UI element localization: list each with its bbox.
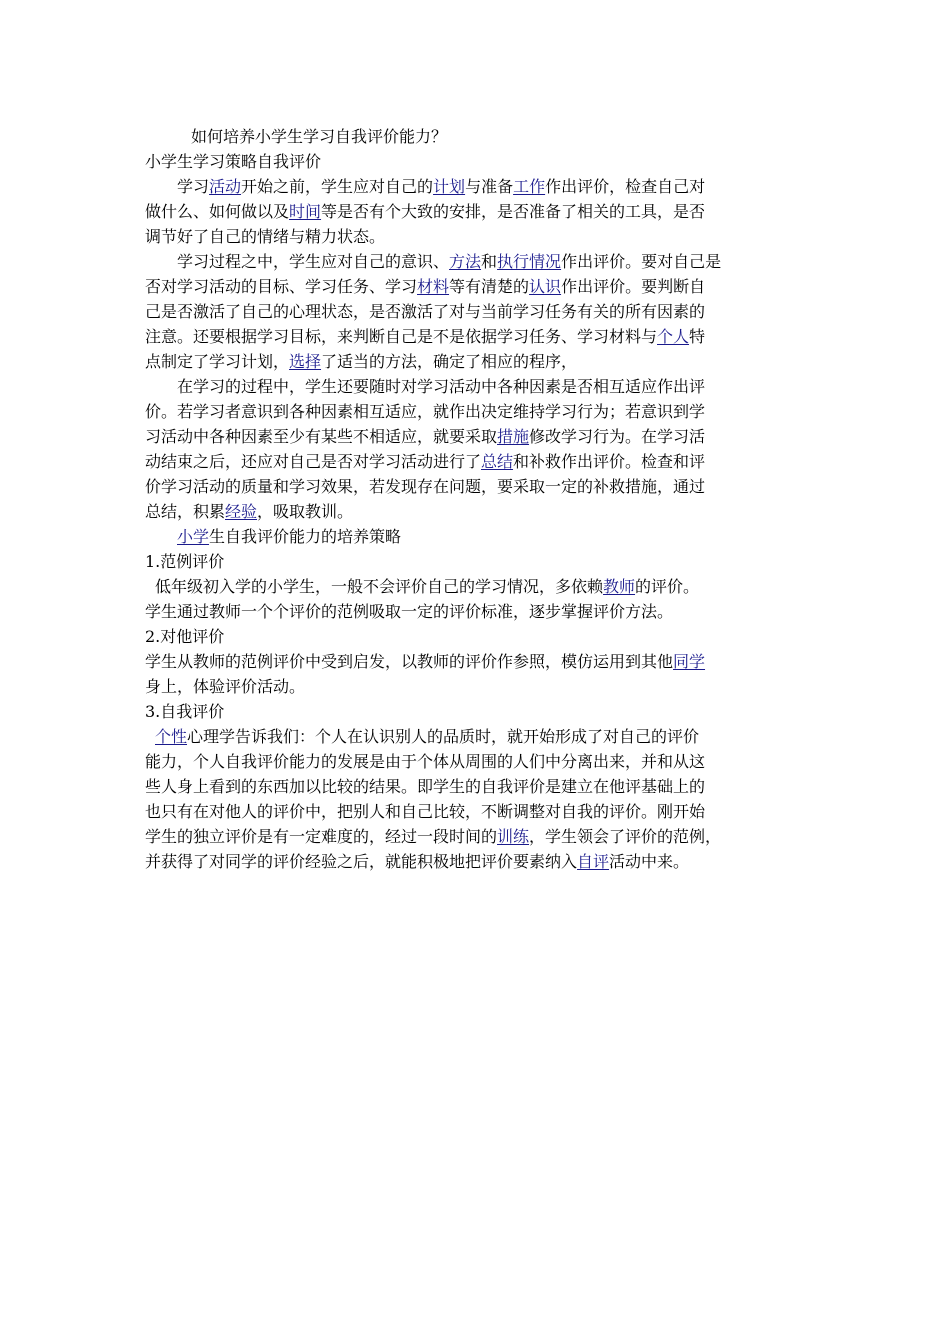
document-page [145, 124, 815, 874]
paragraph-line: 在学习的过程中，学生还要随时对学习活动中各种因素是否相互适应作出评 [177, 377, 706, 396]
link-personality[interactable]: 个性 [155, 727, 188, 746]
link-material[interactable]: 材料 [417, 277, 450, 296]
paragraph-line: 价。若学习者意识到各种因素相互适应，就作出决定维持学习行为；若意识到学 [145, 402, 706, 421]
link-time[interactable]: 时间 [289, 202, 322, 221]
paragraph-line: 能力，个人自我评价能力的发展是由于个体从周围的人们中分离出来，并和从这 [145, 752, 706, 771]
paragraph-line: 些人身上看到的东西加以比较的结果。即学生的自我评价是建立在他评基础上的 [145, 777, 706, 796]
paragraph-line: 习活动中各种因素至少有某些不相适应，就要采取措施修改学习行为。在学习活 [145, 427, 706, 446]
paragraph-line: 做什么、如何做以及时间等是否有个大致的安排，是否准备了相关的工具，是否 [145, 202, 706, 221]
paragraph-line: 个性心理学告诉我们：个人在认识别人的品质时，就开始形成了对自己的评价 [155, 727, 700, 746]
link-measures[interactable]: 措施 [497, 427, 530, 446]
section-heading-cultivation: 小学生自我评价能力的培养策略 [177, 527, 402, 546]
paragraph-line: 动结束之后，还应对自己是否对学习活动进行了总结和补救作出评价。检查和评 [145, 452, 706, 471]
link-teacher[interactable]: 教师 [603, 577, 636, 596]
paragraph-line: 调节好了自己的情绪与精力状态。 [145, 227, 386, 246]
paragraph-line: 否对学习活动的目标、学习任务、学习材料等有清楚的认识作出评价。要判断自 [145, 277, 706, 296]
paragraph-line: 注意。还要根据学习目标，来判断自己是不是依据学习任务、学习材料与个人特 [145, 327, 706, 346]
paragraph-line: 点制定了学习计划，选择了适当的方法，确定了相应的程序， [145, 352, 578, 371]
subheading-other-evaluation: 2.对他评价 [145, 627, 225, 646]
link-experience[interactable]: 经验 [225, 502, 258, 521]
link-choose[interactable]: 选择 [289, 352, 322, 371]
link-training[interactable]: 训练 [497, 827, 530, 846]
link-activity[interactable]: 活动 [209, 177, 242, 196]
paragraph-line: 总结，积累经验，吸取教训。 [145, 502, 354, 521]
link-method[interactable]: 方法 [449, 252, 482, 271]
link-self-assessment[interactable]: 自评 [577, 852, 610, 871]
paragraph-line: 己是否激活了自己的心理状态，是否激活了对与当前学习任务有关的所有因素的 [145, 302, 706, 321]
paragraph-line: 学习过程之中，学生应对自己的意识、方法和执行情况作出评价。要对自己是 [177, 252, 722, 271]
paragraph-line: 价学习活动的质量和学习效果，若发现存在问题，要采取一定的补救措施，通过 [145, 477, 706, 496]
link-primary-school[interactable]: 小学 [177, 527, 210, 546]
subheading-example-evaluation: 1.范例评价 [145, 552, 225, 571]
section-heading-strategy: 小学生学习策略自我评价 [145, 152, 322, 171]
paragraph-line: 低年级初入学的小学生，一般不会评价自己的学习情况，多依赖教师的评价。 [155, 577, 700, 596]
document-title: 如何培养小学生学习自我评价能力？ [191, 127, 448, 146]
paragraph-line: 学习活动开始之前，学生应对自己的计划与准备工作作出评价，检查自己对 [177, 177, 706, 196]
link-individual[interactable]: 个人 [657, 327, 690, 346]
paragraph-line: 并获得了对同学的评价经验之后，就能积极地把评价要素纳入自评活动中来。 [145, 852, 690, 871]
link-classmate[interactable]: 同学 [673, 652, 706, 671]
link-plan[interactable]: 计划 [433, 177, 466, 196]
subheading-self-evaluation: 3.自我评价 [145, 702, 225, 721]
paragraph-line: 学生的独立评价是有一定难度的，经过一段时间的训练，学生领会了评价的范例， [145, 827, 722, 846]
link-execution[interactable]: 执行情况 [497, 252, 562, 271]
paragraph-line: 学生通过教师一个个评价的范例吸取一定的评价标准，逐步掌握评价方法。 [145, 602, 674, 621]
link-summary[interactable]: 总结 [481, 452, 514, 471]
link-cognition[interactable]: 认识 [529, 277, 562, 296]
paragraph-line: 身上，体验评价活动。 [145, 677, 306, 696]
paragraph-line: 也只有在对他人的评价中，把别人和自己比较，不断调整对自我的评价。刚开始 [145, 802, 706, 821]
paragraph-line: 学生从教师的范例评价中受到启发，以教师的评价作参照，模仿运用到其他同学 [145, 652, 706, 671]
link-work[interactable]: 工作 [513, 177, 546, 196]
